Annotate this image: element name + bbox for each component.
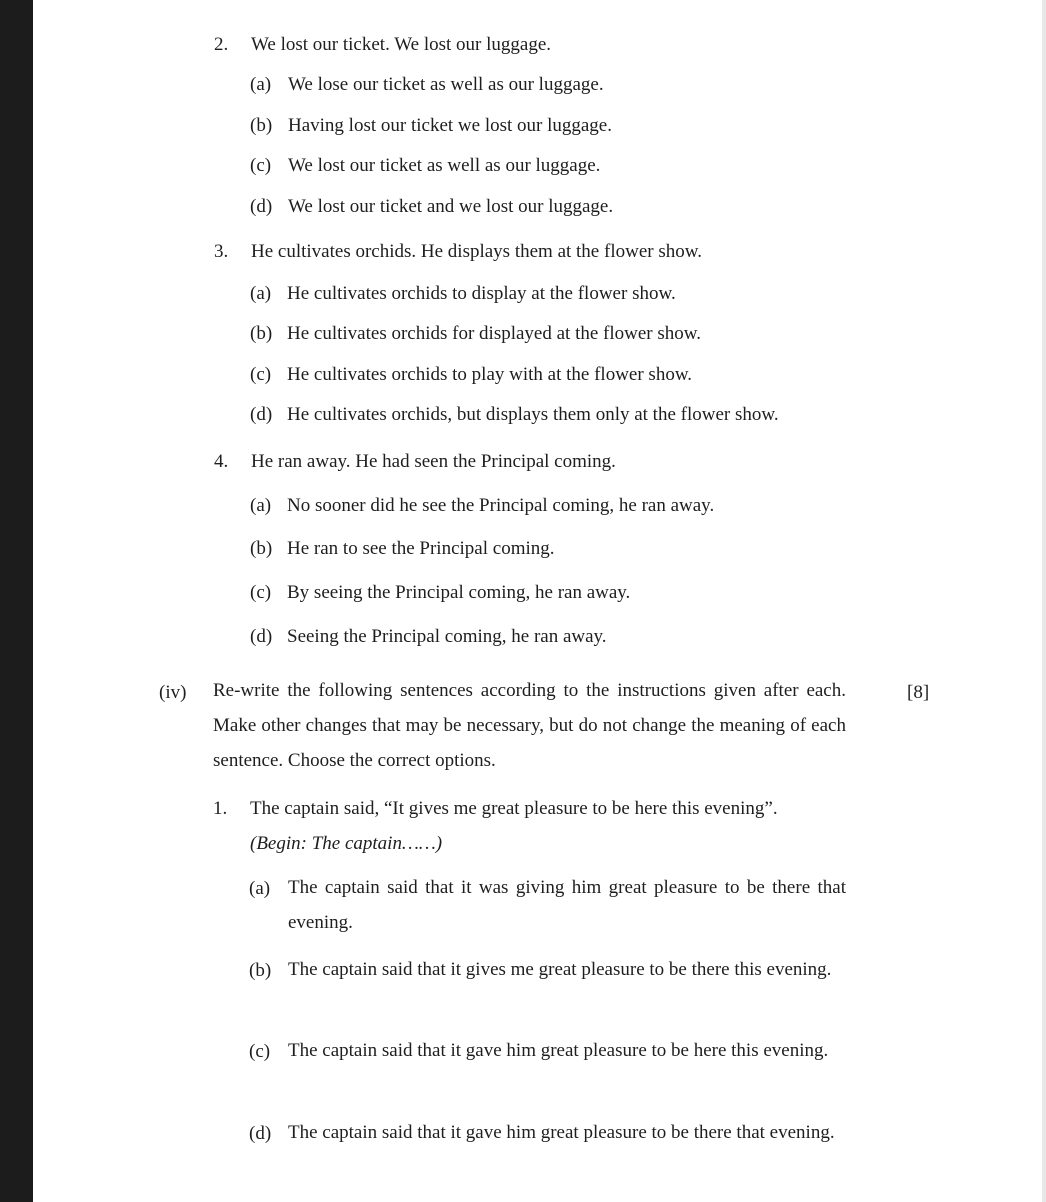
option-label: (c) <box>250 155 272 176</box>
question-text: The captain said, “It gives me great pleasure to be here this evening”. <box>250 798 778 819</box>
option-label: (b) <box>250 323 273 344</box>
section-iv-instruction: Re-write the following sentences according to the instructions given after each. Make other changes that may be necessary, but do not change the meaning of each sentence. Choose the correct options. <box>213 680 846 771</box>
option-label: (d) <box>250 626 273 647</box>
exam-page <box>33 0 1042 1202</box>
section-iv-label: (iv) <box>159 682 187 703</box>
option-label: (a) <box>250 495 272 516</box>
option-text: We lost our ticket as well as our luggage. <box>288 155 601 176</box>
option-iv-1d-text: The captain said that it gave him great pleasure to be there that evening. <box>288 1122 835 1143</box>
option-text: Having lost our ticket we lost our luggage. <box>288 115 612 136</box>
option-label: (a) <box>249 878 271 899</box>
option-text: He cultivates orchids for displayed at the flower show. <box>287 323 702 344</box>
option-text: He cultivates orchids to display at the flower show. <box>287 283 676 304</box>
option-label: (b) <box>250 115 273 136</box>
question-number: 2. <box>214 34 229 55</box>
option-iv-1b-text: The captain said that it gives me great pleasure to be there this evening. <box>288 959 832 980</box>
option-label: (d) <box>250 196 273 217</box>
question-number: 1. <box>213 798 228 819</box>
option-text: By seeing the Principal coming, he ran away. <box>287 582 631 603</box>
question-hint: (Begin: The captain……) <box>250 833 443 854</box>
option-label: (d) <box>250 404 273 425</box>
option-label: (c) <box>249 1041 271 1062</box>
question-number: 3. <box>214 241 229 262</box>
option-text: He cultivates orchids to play with at the flower show. <box>287 364 693 385</box>
option-label: (b) <box>249 960 272 981</box>
question-text: We lost our ticket. We lost our luggage. <box>251 34 552 55</box>
question-text: He ran away. He had seen the Principal coming. <box>251 451 616 472</box>
option-label: (d) <box>249 1123 272 1144</box>
scan-left-border <box>0 0 33 1202</box>
option-iv-1a-text: The captain said that it was giving him great pleasure to be there that evening. <box>288 877 846 933</box>
option-text: No sooner did he see the Principal coming, he ran away. <box>287 495 715 516</box>
section-iv-marks: [8] <box>907 682 930 703</box>
option-label: (c) <box>250 582 272 603</box>
option-text: We lose our ticket as well as our luggage. <box>288 74 604 95</box>
option-label: (c) <box>250 364 272 385</box>
question-text: He cultivates orchids. He displays them at the flower show. <box>251 241 702 262</box>
option-iv-1c-text: The captain said that it gave him great pleasure to be here this evening. <box>288 1040 829 1061</box>
scan-right-edge <box>1042 0 1046 1202</box>
option-text: He ran to see the Principal coming. <box>287 538 555 559</box>
option-label: (a) <box>250 74 272 95</box>
option-text: Seeing the Principal coming, he ran away. <box>287 626 607 647</box>
option-text: We lost our ticket and we lost our luggage. <box>288 196 614 217</box>
option-label: (a) <box>250 283 272 304</box>
option-label: (b) <box>250 538 273 559</box>
question-number: 4. <box>214 451 229 472</box>
option-text: He cultivates orchids, but displays them only at the flower show. <box>287 404 779 425</box>
